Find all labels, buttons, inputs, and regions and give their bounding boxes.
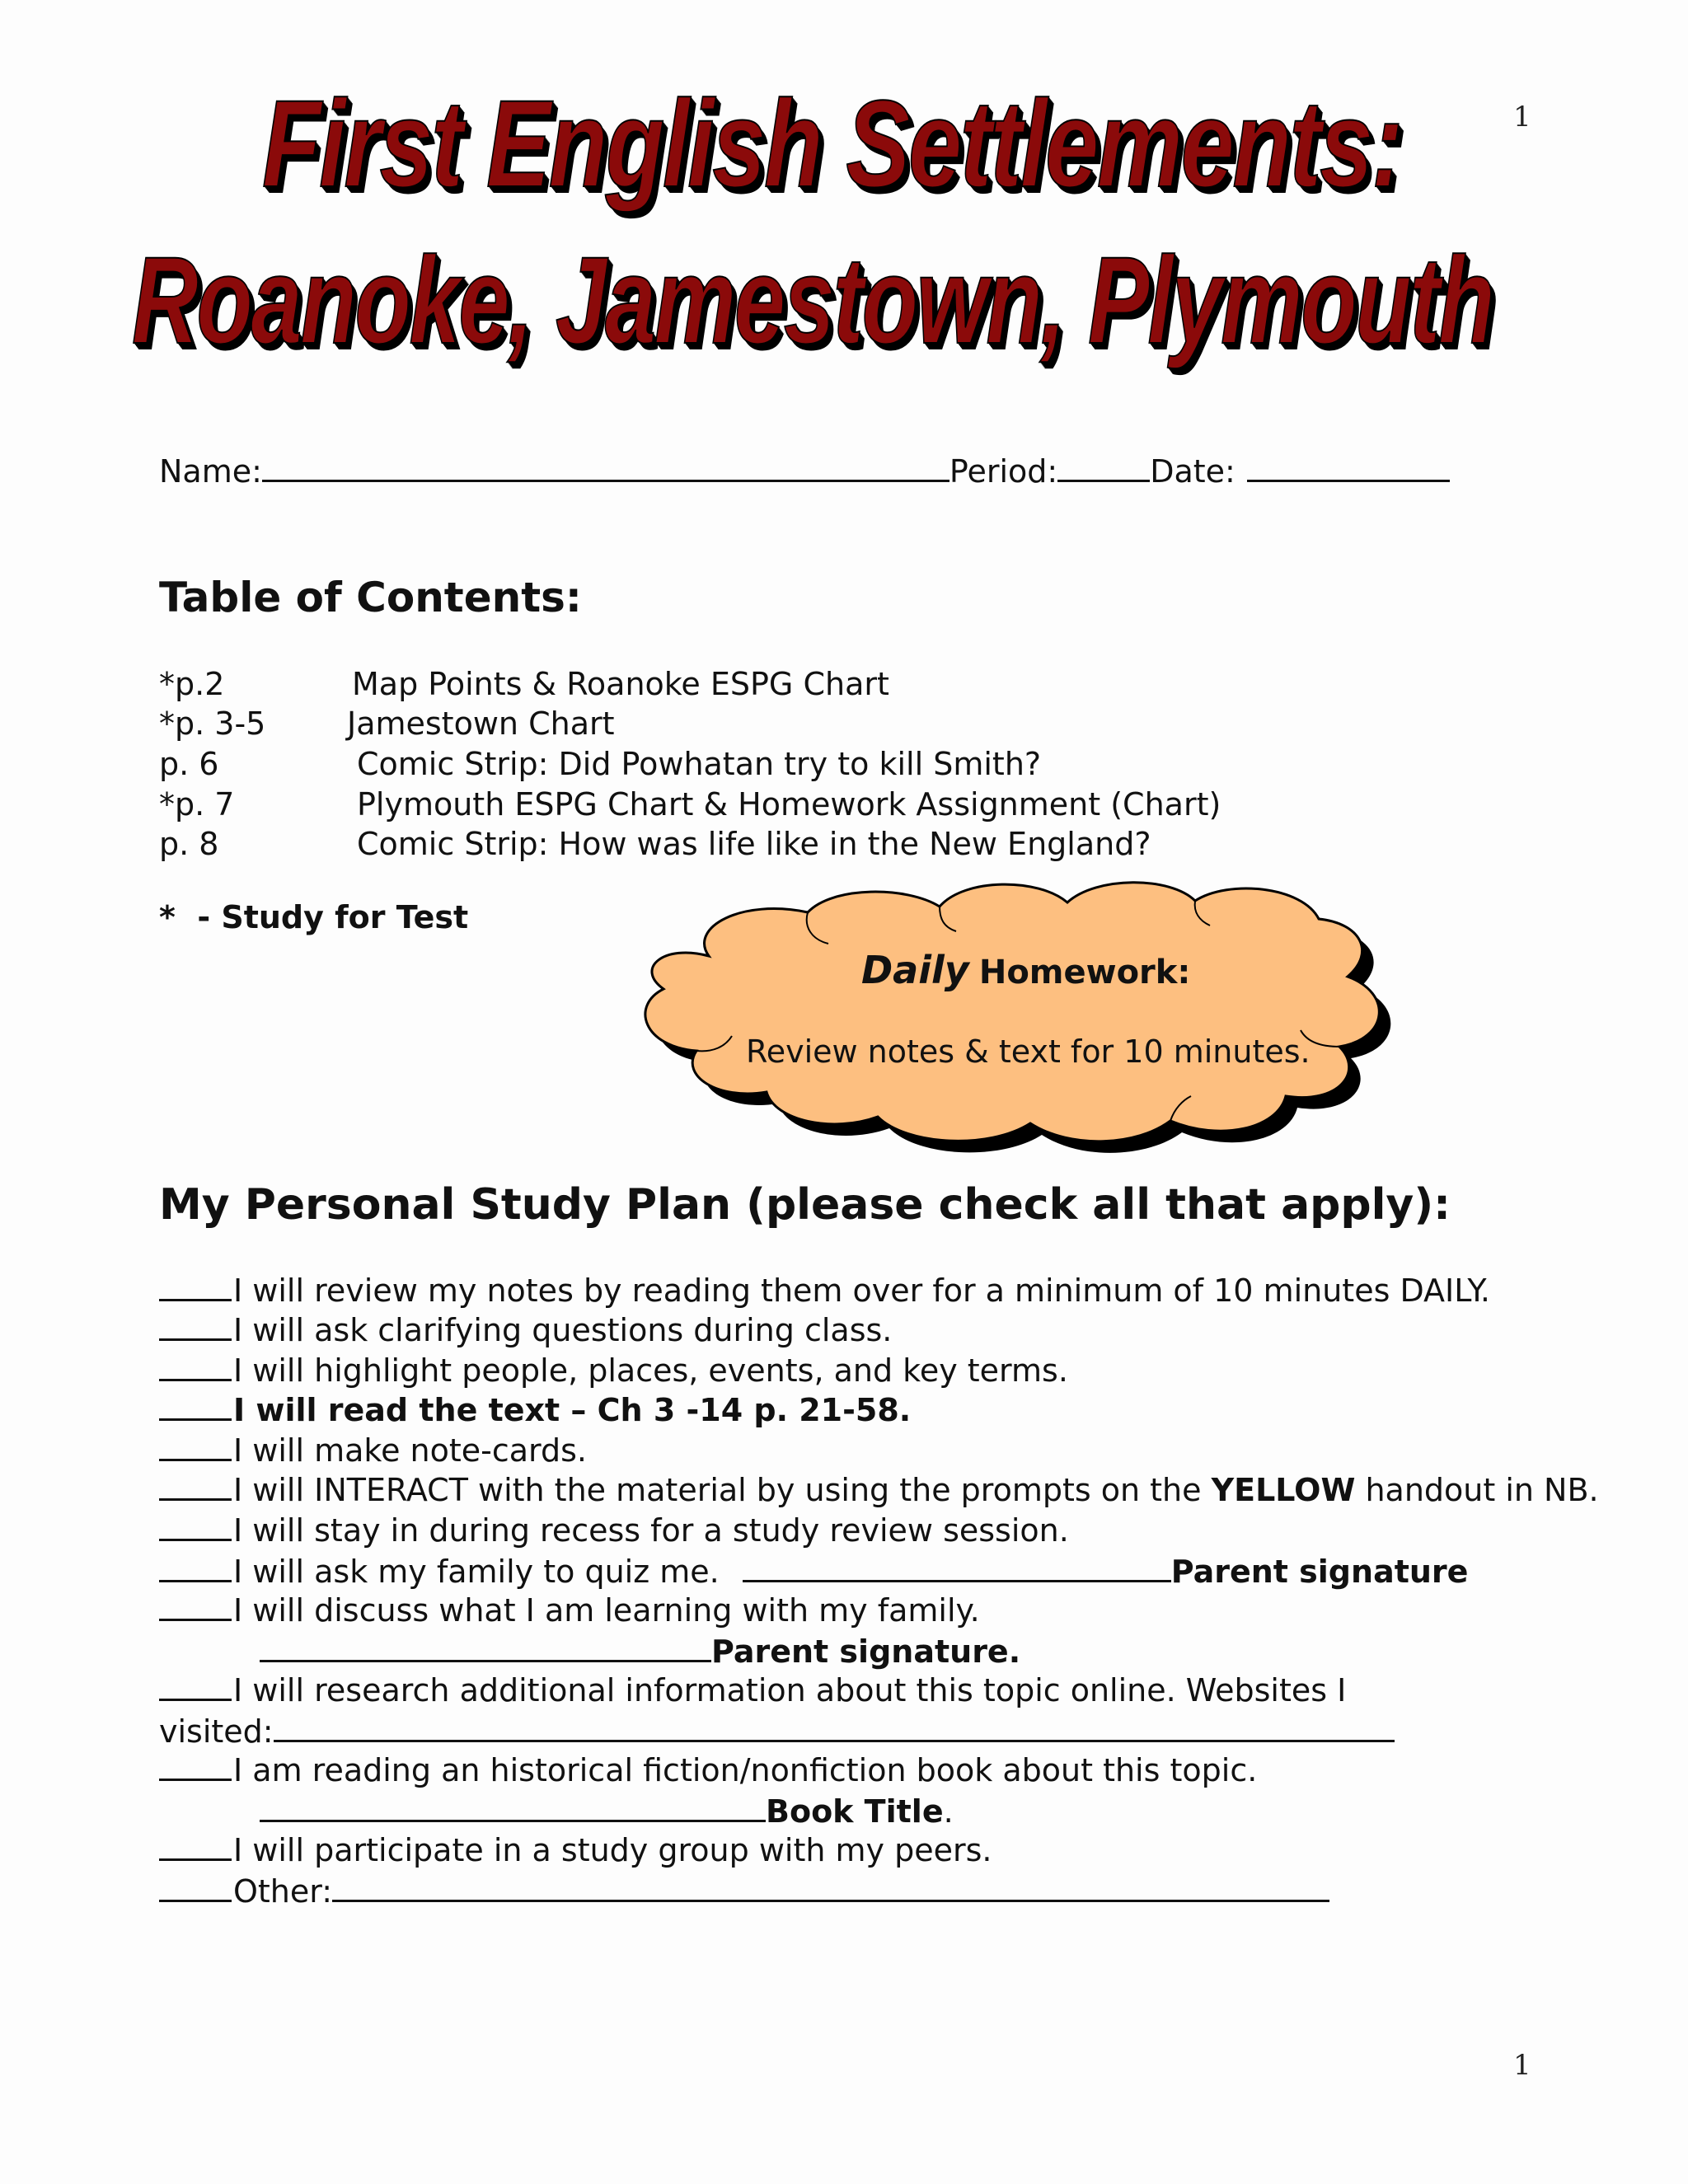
plan-item-text: I will review my notes by reading them over for a minimum of 10 minutes DAILY. xyxy=(233,1272,1490,1309)
toc-item xyxy=(159,826,1151,862)
period-blank[interactable] xyxy=(1057,452,1150,482)
plan-item-text: I will read the text – Ch 3 -14 p. 21-58. xyxy=(233,1392,912,1428)
visited-label: visited: xyxy=(159,1713,274,1750)
check-blank[interactable] xyxy=(159,1832,232,1861)
plan-item xyxy=(159,1752,1257,1788)
plan-item-text: I will ask clarifying questions during class. xyxy=(233,1312,893,1348)
plan-item xyxy=(159,1872,1329,1910)
homework-title xyxy=(861,948,1190,992)
check-blank[interactable] xyxy=(159,1352,232,1381)
parent-signature-blank[interactable] xyxy=(260,1632,711,1662)
parent-signature-label: Parent signature. xyxy=(711,1633,1021,1670)
toc-heading: Table of Contents: xyxy=(159,574,582,621)
plan-item xyxy=(159,1432,587,1469)
name-blank[interactable] xyxy=(262,452,950,482)
check-blank[interactable] xyxy=(159,1312,232,1341)
plan-item xyxy=(159,1512,1069,1549)
header-fields xyxy=(159,452,1450,490)
yellow-emphasis: YELLOW xyxy=(1211,1472,1356,1508)
book-title-blank[interactable] xyxy=(260,1792,766,1822)
date-blank[interactable] xyxy=(1247,452,1450,482)
date-label: Date: xyxy=(1150,453,1236,490)
check-blank[interactable] xyxy=(159,1873,232,1902)
toc-page: *p.2 xyxy=(159,666,225,702)
toc-study-note: * - Study for Test xyxy=(159,899,469,935)
plan-item-text: I will ask my family to quiz me. xyxy=(233,1554,720,1590)
book-title-period: . xyxy=(943,1793,954,1830)
plan-item-continuation xyxy=(260,1792,954,1830)
plan-item xyxy=(159,1552,1468,1590)
plan-item xyxy=(159,1672,1346,1708)
check-blank[interactable] xyxy=(159,1554,232,1582)
toc-page: p. 8 xyxy=(159,826,219,862)
toc-page: *p. 3-5 xyxy=(159,705,266,742)
plan-item-text: I will participate in a study group with my peers. xyxy=(233,1832,992,1868)
other-blank[interactable] xyxy=(332,1872,1329,1902)
plan-item-text: I will stay in during recess for a study review session. xyxy=(233,1512,1069,1549)
plan-item-text: I will research additional information about this topic online. Websites I xyxy=(233,1672,1347,1708)
toc-title: Comic Strip: How was life like in the New England? xyxy=(357,826,1151,862)
check-blank[interactable] xyxy=(159,1672,232,1701)
plan-item-text: I will make note-cards. xyxy=(233,1432,587,1469)
plan-item-text: I am reading an historical fiction/nonfiction book about this topic. xyxy=(233,1752,1258,1788)
plan-item-continuation xyxy=(159,1712,1395,1750)
title-line-2: Roanoke, Jamestown, Plymouth xyxy=(132,231,1493,369)
plan-item xyxy=(159,1272,1490,1309)
toc-page: p. 6 xyxy=(159,746,219,782)
period-label: Period: xyxy=(949,453,1058,490)
check-blank[interactable] xyxy=(159,1272,232,1301)
toc-item xyxy=(159,786,1221,823)
homework-title-rest: Homework: xyxy=(978,954,1191,991)
parent-signature-label: Parent signature xyxy=(1170,1554,1469,1590)
plan-item-text: I will highlight people, places, events, and key terms. xyxy=(233,1352,1068,1389)
plan-item-continuation xyxy=(260,1632,1020,1670)
toc-page: *p. 7 xyxy=(159,786,235,823)
page-number-top: 1 xyxy=(1513,101,1531,134)
parent-signature-blank[interactable] xyxy=(743,1552,1171,1582)
study-plan-heading: My Personal Study Plan (please check all that apply): xyxy=(159,1180,1451,1230)
websites-blank[interactable] xyxy=(274,1712,1395,1742)
plan-item xyxy=(159,1312,892,1348)
check-blank[interactable] xyxy=(159,1472,232,1501)
toc-title: Comic Strip: Did Powhatan try to kill Smith? xyxy=(357,746,1042,782)
page-number-bottom: 1 xyxy=(1513,2049,1531,2082)
check-blank[interactable] xyxy=(159,1392,232,1421)
plan-item xyxy=(159,1832,992,1868)
toc-title: Map Points & Roanoke ESPG Chart xyxy=(352,666,889,702)
plan-item xyxy=(159,1352,1068,1389)
toc-title: Jamestown Chart xyxy=(347,705,615,742)
toc-item xyxy=(159,746,1042,782)
check-blank[interactable] xyxy=(159,1752,232,1781)
plan-item-text: I will INTERACT with the material by using the prompts on the xyxy=(233,1472,1212,1508)
plan-item xyxy=(159,1592,980,1629)
plan-item xyxy=(159,1472,1599,1508)
name-label: Name: xyxy=(159,453,262,490)
check-blank[interactable] xyxy=(159,1432,232,1461)
homework-cloud xyxy=(593,861,1500,1174)
homework-title-italic: Daily xyxy=(861,948,969,992)
toc-item xyxy=(159,705,615,742)
plan-item xyxy=(159,1392,911,1428)
plan-item-text: handout in NB. xyxy=(1355,1472,1599,1508)
check-blank[interactable] xyxy=(159,1592,232,1621)
toc-title: Plymouth ESPG Chart & Homework Assignment (Chart) xyxy=(357,786,1221,823)
other-label: Other: xyxy=(233,1873,333,1910)
book-title-label: Book Title xyxy=(766,1793,944,1830)
check-blank[interactable] xyxy=(159,1512,232,1541)
plan-item-text: I will discuss what I am learning with my family. xyxy=(233,1592,980,1629)
homework-text: Review notes & text for 10 minutes. xyxy=(746,1033,1311,1070)
toc-item xyxy=(159,666,889,702)
title-line-1: First English Settlements: xyxy=(262,74,1402,213)
